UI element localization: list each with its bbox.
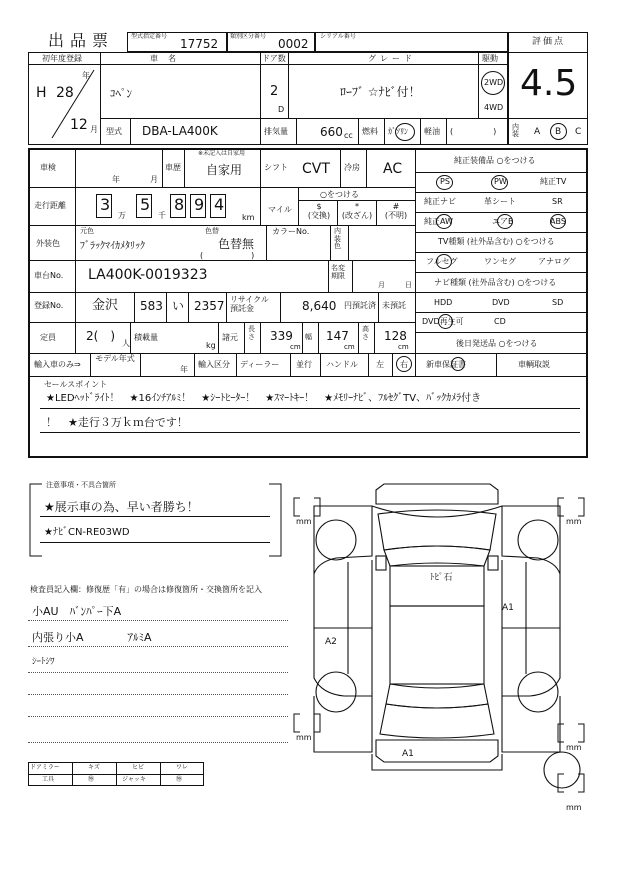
legend-crack: ヒビ (132, 764, 145, 771)
roof-mark: ﾄﾋﾟ石 (430, 573, 453, 583)
man-unit: 万 (118, 211, 126, 220)
mm-bracket-rr-right (578, 724, 584, 742)
right-rear-quarter (502, 696, 560, 752)
recycle-unit: 円預託済 (344, 301, 376, 310)
mm-rl: mm (296, 733, 312, 742)
type-no-value: 17752 (180, 37, 219, 51)
mileage-digit-5: 4 (214, 195, 225, 214)
reg-kana: い (172, 299, 185, 313)
legend-jack-mark: ㊕ (176, 776, 183, 783)
inspector-label: 検査員記入欄：修復歴「有」の場合は修復箇所・交換箇所を記入 (30, 585, 262, 594)
length-unit: cm (290, 343, 301, 351)
height-value: 128 (384, 329, 407, 343)
left-front-door (314, 560, 372, 628)
reg-era: H (36, 85, 47, 101)
capacity-value: 2( ) (86, 329, 115, 343)
km-unit: km (242, 213, 255, 222)
interior-b: B (555, 127, 562, 137)
sen-unit: 千 (158, 211, 166, 220)
spare-wheel (544, 752, 580, 788)
chassis-label: 車台No. (34, 271, 64, 280)
width-unit: cm (344, 343, 355, 351)
interior-color-label: 内装色 (334, 227, 341, 251)
mm-bracket-fl-left (294, 498, 300, 516)
mm-fr: mm (566, 517, 582, 526)
sales-line-1: ★LEDﾍｯﾄﾞﾗｲﾄ！ ★16ｲﾝﾁｱﾙﾐ！ ★ｼｰﾄﾋｰﾀｰ！ ★ｽﾏｰﾄｷｰ！ ★ﾒﾓﾘｰﾅﾋﾞ、ﾌﾙｾｸﾞTV、ﾊﾞｯｸｶﾒﾗ付き (46, 393, 482, 404)
left-mirror (376, 556, 386, 570)
mark-note: ○をつける (320, 190, 359, 199)
handle-right: 右 (400, 360, 408, 369)
tv-fullseg: フルセグ (426, 257, 458, 266)
drive-4wd: 4WD (484, 103, 504, 112)
color-label: 外装色 (36, 239, 60, 248)
handle-label: ハンドル (326, 360, 358, 369)
reg-class: 583 (140, 299, 163, 313)
mm-bracket-fr-left (558, 498, 564, 516)
mileage-digit-3: 8 (174, 195, 185, 214)
equip-airbag: エアB (492, 217, 514, 226)
mark-a2-left: A2 (325, 637, 337, 647)
dims-label: 諸元 (222, 333, 238, 342)
aircon-label: 冷房 (344, 163, 360, 172)
color-paren: ( ) (200, 251, 255, 260)
reg-year-unit: 年 (82, 71, 90, 80)
legend-tools: 工具 (42, 776, 55, 783)
later-label: 後日発送品 ○をつける (456, 339, 538, 348)
chassis-value: LA400K-0019323 (88, 267, 208, 283)
class-no-value: 0002 (278, 37, 309, 51)
serial-label: シリアル番号 (320, 33, 356, 40)
parallel-option: 並行 (296, 360, 312, 369)
wheel-rear-left (316, 672, 356, 712)
nav-dvd: DVD (492, 298, 510, 307)
interior-a: A (534, 127, 541, 137)
length-label: 長さ (248, 325, 255, 341)
mark-a1-right: A1 (502, 603, 514, 613)
inspector-line-1: 小AU ﾊﾞﾝﾊﾟｰ下A (32, 605, 122, 618)
name-label: 車名 (150, 54, 186, 63)
height-label: 高さ (362, 325, 369, 341)
page-title: 出品票 (48, 31, 115, 50)
first-reg-label: 初年度登録 (42, 54, 82, 63)
width-label: 幅 (305, 333, 312, 341)
mm-spare: mm (566, 803, 582, 812)
capacity-unit: 人 (122, 339, 130, 348)
legend-break: ワレ (176, 764, 189, 771)
left-rear-door (314, 628, 372, 696)
mm-bracket-fr-right (578, 498, 584, 516)
notes-bracket (28, 480, 283, 560)
import-label: 輸入車のみ⇒ (34, 360, 81, 369)
inspector-line-3: ｼｰﾄｼﾜ (32, 657, 55, 667)
right-rear-door (502, 628, 560, 696)
reg-month: 12 (70, 117, 88, 133)
score-value: 4.5 (520, 63, 578, 104)
fuel-label: 燃料 (362, 127, 378, 136)
model-value: DBA-LA400K (142, 124, 218, 138)
mile-label: マイル (268, 205, 292, 214)
tv-label: TV種類 (社外品含む) ○をつける (438, 237, 555, 246)
nav-hdd: HDD (434, 298, 453, 307)
unknown-mark: # (不明) (384, 202, 408, 220)
trunk-shape (380, 704, 494, 738)
recycle-label: リサイクル預託金 (230, 295, 269, 313)
wheel-front-left (316, 520, 356, 560)
capacity-label: 定員 (40, 333, 56, 342)
fuel-circle (395, 123, 415, 141)
name-change-month: 月 (378, 281, 385, 289)
mileage-digit-2: 5 (140, 195, 151, 214)
right-front-door (502, 560, 560, 628)
color-change-label: 色替 (205, 227, 219, 235)
width-value: 147 (326, 329, 349, 343)
interior-b-circle (550, 123, 567, 140)
inspection-label: 車検 (40, 163, 56, 172)
mileage-digit-4: 9 (194, 195, 205, 214)
equip-sr: SR (552, 197, 563, 206)
equip-ps: PS (440, 177, 450, 186)
model-year-label: モデル年式 (95, 354, 135, 363)
history-value: 自家用 (206, 163, 243, 177)
door-suffix: D (278, 105, 285, 114)
class-no-label: 類別区分番号 (230, 33, 267, 40)
equip-pw: PW (494, 177, 507, 186)
reg-number: 2357 (194, 299, 225, 313)
model-label: 型式 (106, 127, 122, 136)
mm-rr: mm (566, 743, 582, 752)
history-label: 車歴 (165, 163, 181, 172)
import-class-label: 輸入区分 (198, 360, 230, 369)
right-front-fender (502, 506, 560, 574)
right-mirror (488, 556, 498, 570)
displacement-value: 660 (320, 125, 343, 139)
orig-color-label: 元色 (80, 227, 94, 235)
load-label: 積載量 (134, 333, 158, 342)
hood-shape (378, 510, 496, 550)
car-diagram (292, 478, 592, 808)
reg-area: 金沢 (92, 298, 119, 313)
model-year-unit: 年 (180, 365, 188, 374)
doors-value: 2 (270, 84, 279, 99)
height-unit: cm (398, 343, 409, 351)
interior-label: 内装 (512, 123, 519, 138)
inspection-year-unit: 年 (112, 175, 120, 184)
roof-front-panel (390, 566, 484, 606)
aircon-value: AC (383, 161, 403, 177)
equip-leather: 革シート (484, 197, 516, 206)
history-note: ※未記入は自家用 (198, 150, 246, 157)
reg-year: 28 (56, 85, 74, 101)
mm-bracket-rr-left (558, 724, 564, 742)
equip-genuine-navi: 純正ナビ (424, 197, 456, 206)
wheel-front-right (518, 520, 558, 560)
length-value: 339 (270, 329, 293, 343)
nav-dvd-play: DVD再生可 (422, 317, 464, 326)
legend-tools-mark: ㊕ (88, 776, 95, 783)
load-unit: kg (206, 341, 216, 350)
tv-analog: アナログ (538, 257, 570, 266)
color-no-header: カラーNo. (272, 227, 310, 236)
mileage-digit-1: 3 (100, 195, 111, 214)
shift-value: CVT (302, 161, 330, 177)
reg-label: 登録No. (34, 301, 64, 310)
nav-sd: SD (552, 298, 564, 307)
inspection-month-unit: 月 (150, 175, 158, 184)
mark-a1-rear: A1 (402, 749, 414, 759)
altered-mark: * (改ざん) (341, 202, 373, 220)
drive-2wd: 2WD (484, 78, 504, 87)
name-change-label: 名変期限 (331, 264, 345, 281)
type-no-label: 型式指定番号 (131, 33, 168, 40)
tv-oneseg: ワンセグ (484, 257, 516, 266)
notes-label: 注意事項・不具合箇所 (46, 481, 116, 489)
recycle-value: 8,640 (302, 299, 337, 313)
roof-panel (390, 606, 484, 684)
mm-bracket-sp-left (558, 774, 564, 792)
fuel-value: ｶﾞｿﾘﾝ (388, 127, 408, 136)
light-bracket: ( ) (450, 127, 497, 136)
handle-right-circle (396, 356, 412, 372)
color-change-value: 色替無 (218, 237, 255, 251)
front-bumper-shape (376, 484, 498, 504)
replaced-mark: $ (交換) (307, 202, 331, 220)
displacement-unit: cc (344, 131, 353, 140)
left-front-fender (314, 506, 372, 574)
mileage-label: 走行距離 (34, 201, 66, 210)
equip-genuine-tv: 純正TV (540, 177, 567, 186)
shift-label: シフト (264, 163, 288, 172)
grade-label: グレード (368, 54, 416, 63)
genuine-label: 純正装備品 ○をつける (454, 156, 536, 165)
equip-abs: ABS (550, 217, 566, 226)
wheel-rear-right (518, 672, 558, 712)
doors-label: ドア数 (262, 54, 286, 63)
grade-value: ﾛｰﾌﾞ ☆ﾅﾋﾞ付！ (340, 85, 421, 99)
later-warranty: 新車保証書 (426, 360, 466, 369)
notes-line-2: ★ﾅﾋﾞCN-RE03WD (44, 527, 130, 538)
nav-cd: CD (494, 317, 506, 326)
legend-scratch: キズ (88, 764, 100, 771)
mm-bracket-rl-left (294, 714, 300, 732)
rear-glass-shape (386, 684, 488, 708)
mm-bracket-rl-right (314, 714, 320, 732)
rear-bumper-shape (376, 740, 498, 762)
light-label: 軽油 (424, 127, 440, 136)
legend-door-mirror: ドアミラー (30, 764, 60, 771)
vehicle-name: ｺﾍﾟﾝ (110, 87, 132, 100)
drive-label: 駆動 (482, 54, 498, 63)
recycle-not: 未預託 (382, 301, 406, 310)
mm-bracket-fl-right (314, 498, 320, 516)
handle-left: 左 (376, 360, 384, 369)
displacement-label: 排気量 (264, 127, 288, 136)
interior-c: C (575, 127, 582, 137)
name-change-day: 日 (405, 281, 412, 289)
notes-line-1: ★展示車の為、早い者勝ち！ (44, 500, 199, 514)
nav-label: ナビ種類 (社外品含む) ○をつける (434, 278, 557, 287)
sales-label: セールスポイント (44, 380, 108, 389)
sales-line-2: ！ ★走行３万ｋｍ台です！ (46, 416, 188, 429)
dealer-option: ディーラー (240, 360, 280, 369)
left-rear-quarter (314, 696, 372, 752)
inspector-line-2: 内張り小A ｱﾙﾐA (32, 631, 152, 644)
mm-fl: mm (296, 517, 312, 526)
later-manual: 車輌取説 (518, 360, 550, 369)
score-label: 評価点 (532, 37, 566, 47)
equip-genuine-aw: 純正AW (424, 217, 453, 226)
front-bumper-curve (372, 506, 502, 517)
reg-month-unit: 月 (90, 125, 98, 134)
legend-jack: ジャッキ (122, 776, 146, 783)
color-value: ﾌﾞﾗｯｸﾏｲｶﾒﾀﾘｯｸ (80, 241, 145, 252)
windshield-shape (384, 546, 490, 566)
